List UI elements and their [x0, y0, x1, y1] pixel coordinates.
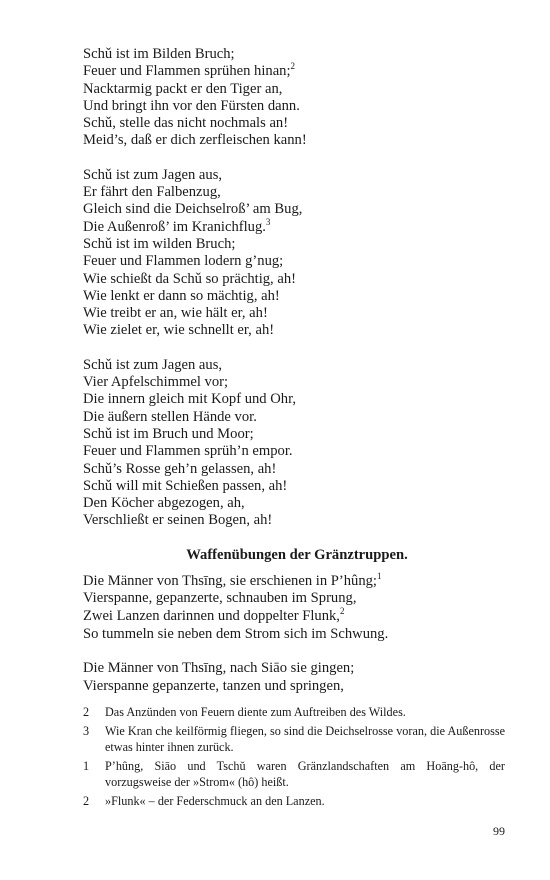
footnote-text: P’hûng, Siāo und Tschǔ waren Gränzlandschaften am Hoāng-hô, der vorzugsweise der »Strom« (hô) heißt. — [105, 759, 505, 789]
verse-text: Vierspanne gepanzerte, tanzen und springen, — [83, 677, 344, 694]
verse-line — [83, 184, 468, 201]
page-body — [83, 46, 468, 712]
verse-line — [83, 495, 468, 512]
stanza — [83, 570, 468, 643]
footnote-marker: 2 — [290, 61, 296, 72]
verse-text: Die innern gleich mit Kopf und Ohr, — [83, 391, 297, 408]
footnotes — [83, 705, 505, 813]
verse-line — [83, 512, 468, 529]
stanza — [83, 167, 468, 340]
verse-line — [83, 678, 468, 696]
footnote — [83, 705, 505, 720]
verse-text: Feuer und Flammen sprühen hinan; — [83, 63, 291, 80]
footnote — [83, 759, 505, 790]
verse-line — [83, 374, 468, 391]
verse-text: Die Männer von Thsīng, sie erschienen in P’hûng; — [83, 572, 377, 589]
verse-line — [83, 81, 468, 98]
verse-text: Schǔ ist im Bruch und Moor; — [83, 425, 254, 442]
verse-line — [83, 626, 468, 644]
verse-text: Die äußern stellen Hände vor. — [83, 408, 257, 425]
footnote-marker: 2 — [339, 605, 345, 616]
verse-line — [83, 288, 468, 305]
footnote — [83, 724, 505, 755]
verse-line — [83, 443, 468, 460]
verse-text: Schǔ ist im wilden Bruch; — [83, 235, 236, 252]
verse-line — [83, 357, 468, 374]
verse-text: Den Köcher abgezogen, ah, — [83, 495, 245, 512]
verse-text: Und bringt ihn vor den Fürsten dann. — [83, 97, 300, 114]
footnote-text: Das Anzünden von Feuern diente zum Auftreiben des Wildes. — [105, 705, 406, 719]
page-number: 99 — [493, 824, 505, 838]
verse-text: Schǔ will mit Schießen passen, ah! — [83, 477, 288, 494]
verse-text: Schǔ ist im Bilden Bruch; — [83, 46, 235, 62]
verse-line — [83, 426, 468, 443]
verse-text: Wie zielet er, wie schnellt er, ah! — [83, 322, 275, 339]
verse-line — [83, 461, 468, 478]
footnote-number: 1 — [83, 759, 90, 774]
verse-text: Wie treibt er an, wie hält er, ah! — [83, 305, 268, 322]
verse-text: Er fährt den Falbenzug, — [83, 184, 221, 201]
verse-text: Die Außenroß’ im Kranichflug. — [83, 218, 266, 235]
verse-text: Vier Apfelschimmel vor; — [83, 374, 229, 391]
verse-line — [83, 98, 468, 115]
verse-text: Wie lenkt er dann so mächtig, ah! — [83, 287, 280, 304]
verse-line — [83, 570, 468, 591]
verse-line — [83, 322, 468, 339]
footnote-text: Wie Kran che keilförmig fliegen, so sind die Deichselrosse voran, die Außenrosse etwas hinter ihnen zurück. — [105, 724, 505, 754]
footnote-number: 3 — [83, 724, 90, 739]
verse-line — [83, 46, 468, 63]
section-heading: Waffenübungen der Gränztruppen. — [186, 546, 408, 563]
verse-text: Verschließt er seinen Bogen, ah! — [83, 512, 273, 529]
verse-text: Wie schießt da Schǔ so prächtig, ah! — [83, 270, 296, 287]
verse-text: Meid’s, daß er dich zerfleischen kann! — [83, 132, 307, 149]
verse-line — [83, 115, 468, 132]
footnote-number: 2 — [83, 794, 90, 809]
verse-text: Schǔ ist zum Jagen aus, — [83, 356, 223, 373]
verse-text: Vierspanne, gepanzerte, schnauben im Sprung, — [83, 590, 357, 607]
stanza — [83, 660, 468, 695]
verse-text: Gleich sind die Deichselroß’ am Bug, — [83, 201, 303, 218]
verse-text: Die Männer von Thsīng, nach Siāo sie gingen; — [83, 660, 355, 677]
verse-line — [83, 216, 468, 236]
verse-line — [83, 167, 468, 184]
verse-text: Schǔ, stelle das nicht nochmals an! — [83, 115, 289, 132]
footnote — [83, 794, 505, 809]
verse-line — [83, 478, 468, 495]
verse-text: Feuer und Flammen lodern g’nug; — [83, 253, 284, 270]
verse-text: Zwei Lanzen darinnen und doppelter Flunk, — [83, 607, 340, 624]
verse-text: Schǔ ist zum Jagen aus, — [83, 166, 223, 183]
verse-line — [83, 201, 468, 218]
stanza — [83, 357, 468, 530]
verse-text: Feuer und Flammen sprüh’n empor. — [83, 443, 293, 460]
verse-line — [83, 236, 468, 253]
verse-line — [83, 132, 468, 149]
poem — [83, 46, 468, 530]
verse-text: Nacktarmig packt er den Tiger an, — [83, 80, 283, 97]
verse-text: So tummeln sie neben dem Strom sich im Schwung. — [83, 625, 389, 642]
footnote-number: 2 — [83, 705, 90, 719]
verse-line — [83, 660, 468, 678]
verse-line — [83, 391, 468, 408]
verse-line — [83, 305, 468, 322]
verse-line — [83, 253, 468, 270]
verse-line — [83, 409, 468, 426]
second-poem — [83, 570, 468, 696]
footnote-marker: 1 — [376, 570, 382, 581]
verse-line — [83, 605, 468, 626]
stanza — [83, 46, 468, 150]
footnote-text: »Flunk« – der Federschmuck an den Lanzen. — [105, 794, 325, 809]
verse-line — [83, 63, 468, 80]
verse-line — [83, 590, 468, 608]
verse-line — [83, 271, 468, 288]
footnote-marker: 3 — [265, 216, 271, 227]
verse-text: Schǔ’s Rosse geh’n gelassen, ah! — [83, 460, 277, 477]
